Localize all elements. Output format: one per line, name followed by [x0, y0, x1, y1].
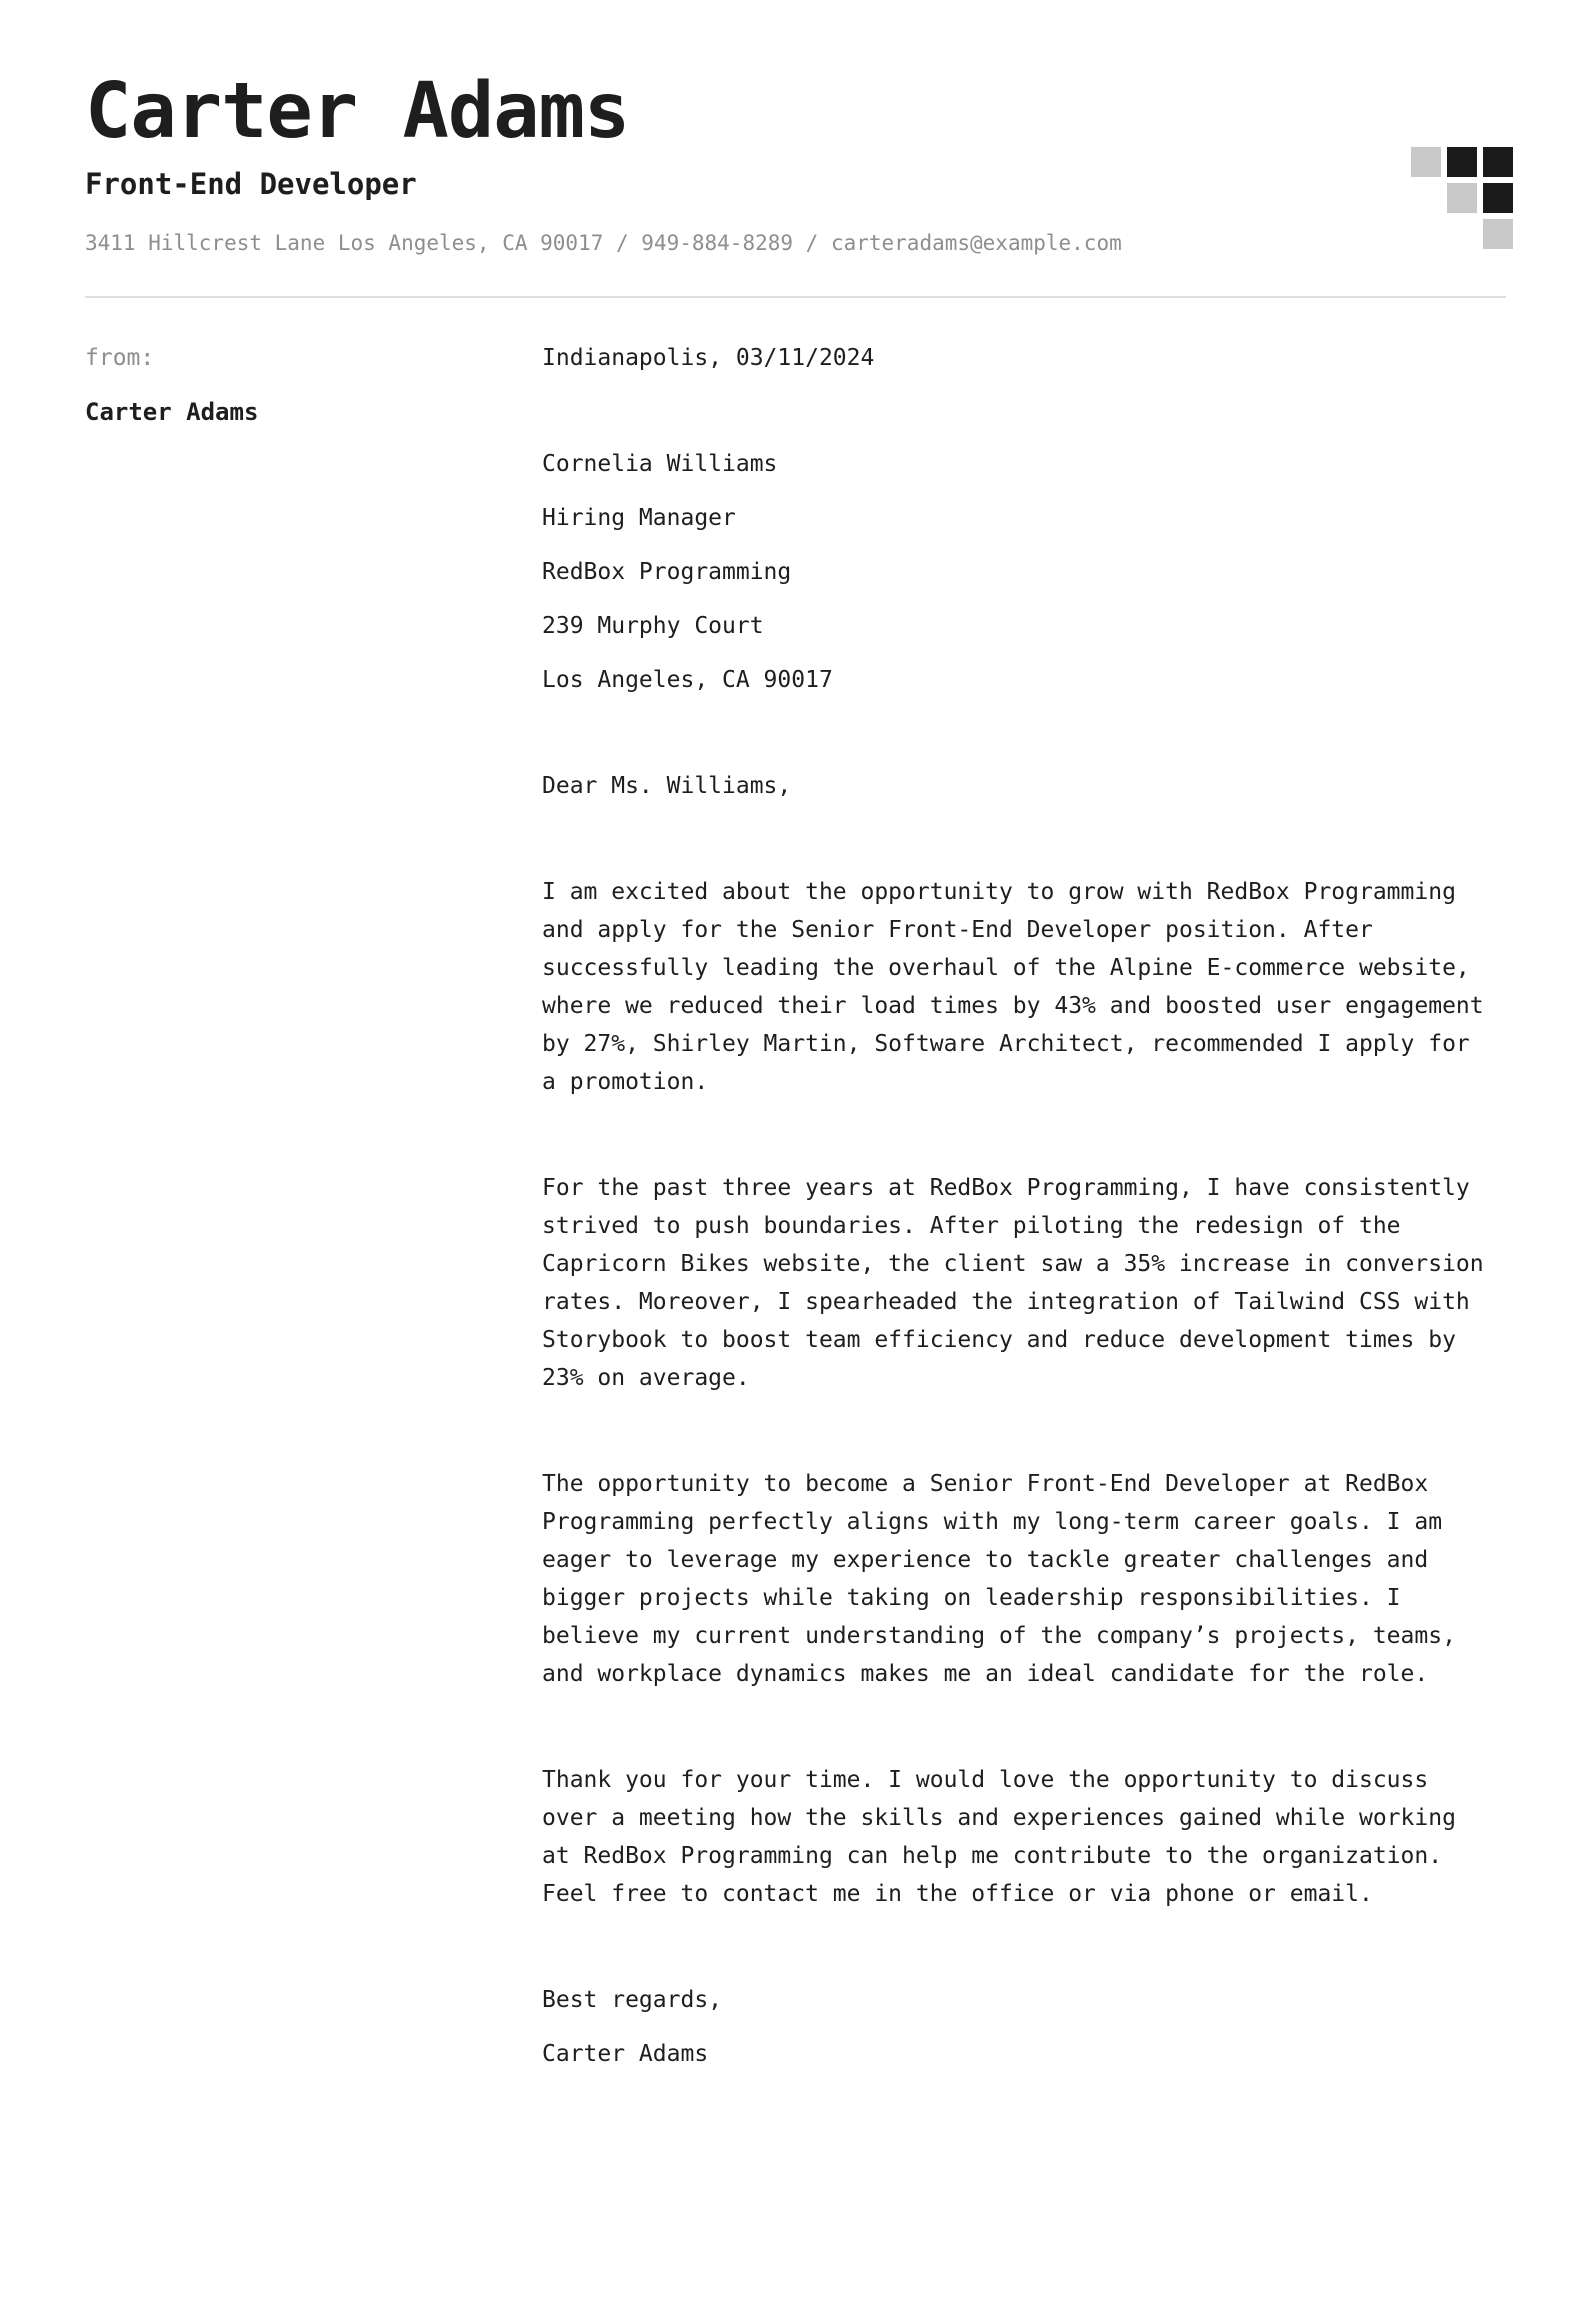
- job-title: Front-End Developer: [85, 167, 417, 201]
- recipient-street: 239 Murphy Court: [542, 613, 764, 639]
- letter-body: [542, 339, 1486, 2089]
- logo-cell-none: [1411, 183, 1441, 213]
- paragraph-1: I am excited about the opportunity to grow with RedBox Programming and apply for the Senior Front-End Developer position. After successfully leading the overhaul of the Alpine E-commerce website, where we reduced their load times by 43% and boosted user engagement by 27%, Shirley Martin, Software Architect, recommended I apply for a promotion.: [542, 879, 1484, 1095]
- logo-cell-dark: [1447, 147, 1477, 177]
- logo-cell-none: [1411, 219, 1441, 249]
- recipient-name: Cornelia Williams: [542, 451, 778, 477]
- logo-cell-none: [1447, 219, 1477, 249]
- recipient-city: Los Angeles, CA 90017: [542, 667, 833, 693]
- sender-name: Carter Adams: [85, 398, 259, 426]
- contact-line: 3411 Hillcrest Lane Los Angeles, CA 90017 / 949-884-8289 / carteradams@example.com: [85, 231, 1122, 255]
- logo-cell-gray: [1447, 183, 1477, 213]
- closing: Best regards,: [542, 1987, 723, 2013]
- recipient-role: Hiring Manager: [542, 505, 736, 531]
- logo-cell-gray: [1411, 147, 1441, 177]
- dateline: Indianapolis, 03/11/2024: [542, 345, 875, 371]
- logo-cell-gray: [1483, 219, 1513, 249]
- signature-name: Carter Adams: [542, 2041, 709, 2067]
- logo-cell-dark: [1483, 147, 1513, 177]
- paragraph-3: The opportunity to become a Senior Front-End Developer at RedBox Programming perfectly aligns with my long-term career goals. I am eager to leverage my experience to tackle greater challenges and bigger projects while taking on leadership responsibilities. I believe my current understanding of the company’s projects, teams, and workplace dynamics makes me an ideal candidate for the role.: [542, 1471, 1456, 1687]
- from-label: from:: [85, 345, 155, 371]
- sender-column: [85, 339, 542, 447]
- page-title: Carter Adams: [85, 67, 630, 156]
- recipient-company: RedBox Programming: [542, 559, 792, 585]
- logo-cell-dark: [1483, 183, 1513, 213]
- paragraph-4: Thank you for your time. I would love the opportunity to discuss over a meeting how the skills and experiences gained while working at RedBox Programming can help me contribute to the organization. Feel free to contact me in the office or via phone or email.: [542, 1767, 1456, 1907]
- salutation: Dear Ms. Williams,: [542, 773, 792, 799]
- letter-page: [0, 67, 1588, 2311]
- letter-columns: [85, 298, 1506, 2089]
- squares-logo: [1411, 147, 1513, 249]
- paragraph-2: For the past three years at RedBox Programming, I have consistently strived to push boundaries. After piloting the redesign of the Capricorn Bikes website, the client saw a 35% increase in conversion rates. Moreover, I spearheaded the integration of Tailwind CSS with Storybook to boost team efficiency and reduce development times by 23% on average.: [542, 1175, 1484, 1391]
